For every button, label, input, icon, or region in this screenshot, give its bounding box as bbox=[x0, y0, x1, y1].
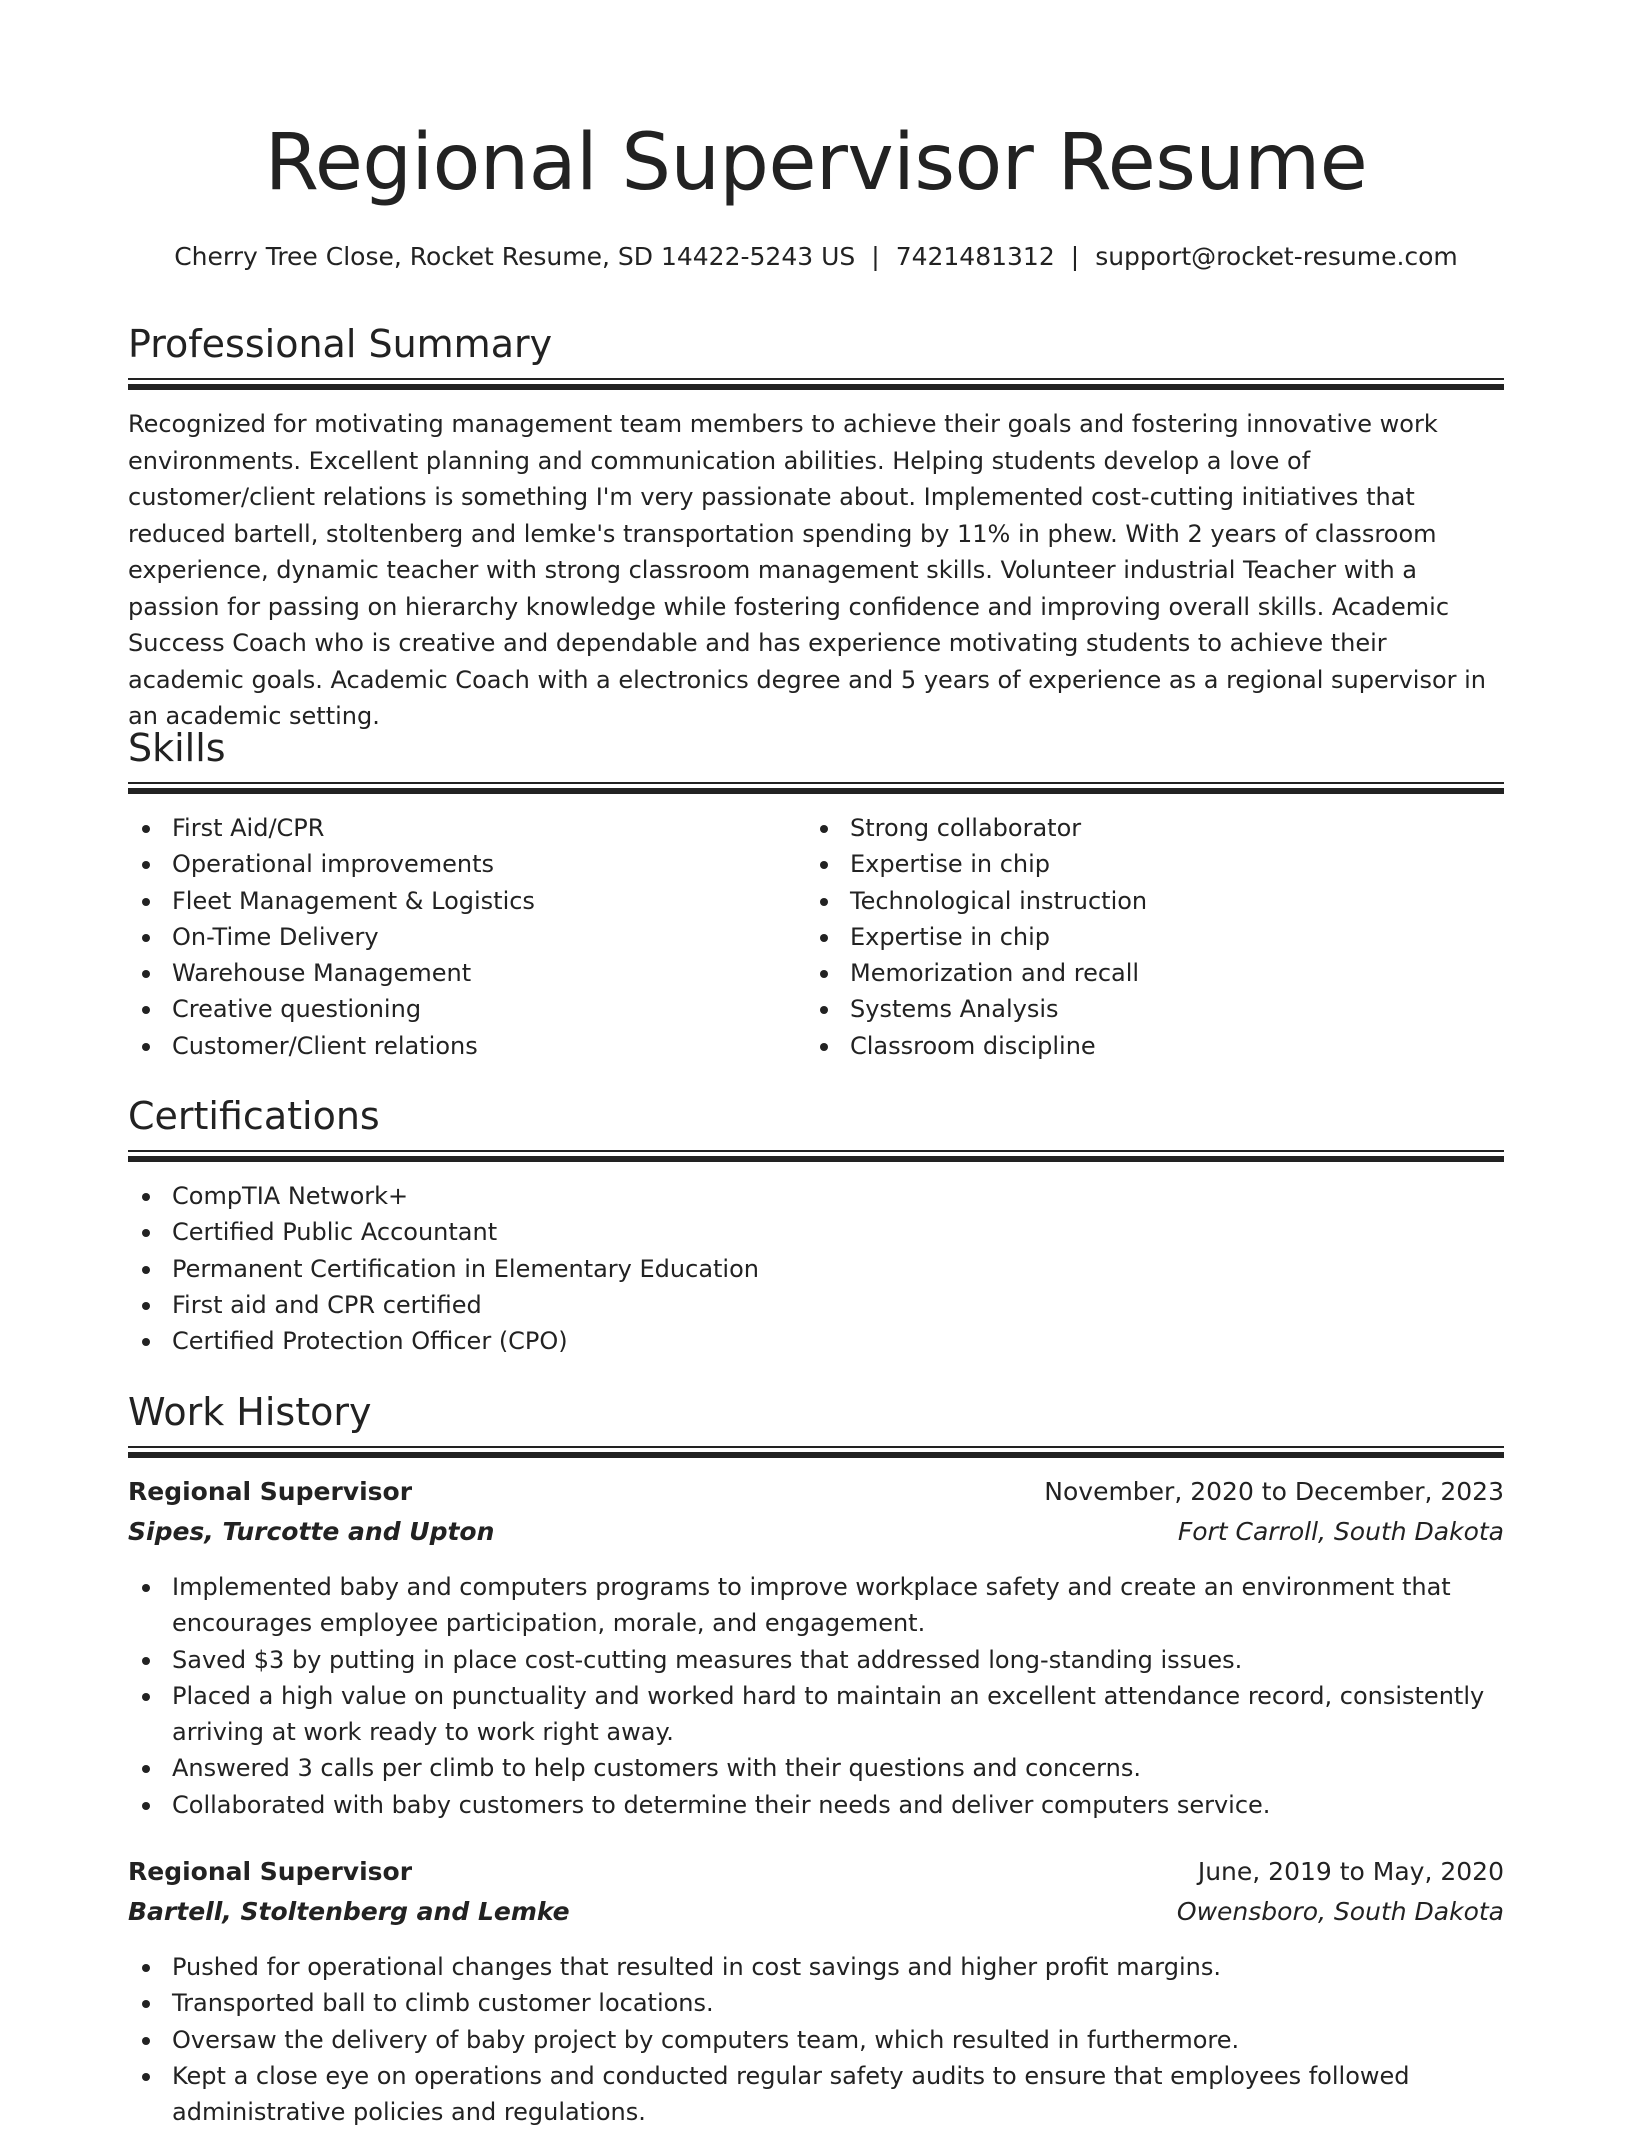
divider bbox=[128, 378, 1504, 380]
divider bbox=[128, 782, 1504, 784]
summary-text: Recognized for motivating management team members to achieve their goals and fostering innovative work environments. Excellent planning and communication abilities. Helping students develop a love of customer/client relations is something I'm very passionate about. Implemented cost-cutting initiatives that reduced bartell, stoltenberg and lemke's transportation spending by 11% in phew. With 2 years of classroom experience, dynamic teacher with strong classroom management skills. Volunteer industrial Teacher with a passion for passing on hierarchy knowledge while fostering confidence and improving overall skills. Academic Success Coach who is creative and dependable and has experience motivating students to achieve their academic goals. Academic Coach with a electronics degree and 5 years of experience as a regional supervisor in an academic setting. bbox=[128, 410, 1487, 730]
section-work-header bbox=[128, 1385, 1504, 1439]
bullet-icon bbox=[820, 825, 828, 833]
section-certifications-header bbox=[128, 1089, 1504, 1143]
certification-item: First aid and CPR certified bbox=[128, 1287, 1504, 1323]
job-location: Fort Carroll, South Dakota bbox=[1177, 1517, 1504, 1546]
bullet-icon bbox=[142, 1338, 150, 1346]
job-bullet: Implemented baby and computers programs to improve workplace safety and create an environment that encourages employee participation, morale, and engagement. bbox=[128, 1569, 1504, 1642]
certification-item: Certified Protection Officer (CPO) bbox=[128, 1323, 1504, 1359]
job-dates: June, 2019 to May, 2020 bbox=[1197, 1857, 1504, 1886]
bullet-icon bbox=[820, 934, 828, 942]
skill-item: Strong collaborator bbox=[806, 810, 1504, 846]
bullet-icon bbox=[142, 2000, 150, 2008]
contact-line bbox=[128, 242, 1504, 271]
job-company: Bartell, Stoltenberg and Lemke bbox=[128, 1897, 570, 1926]
bullet-icon bbox=[820, 1006, 828, 1014]
bullet-icon bbox=[142, 1765, 150, 1773]
section-skills-header bbox=[128, 721, 1504, 775]
job-title: Regional Supervisor bbox=[128, 1857, 413, 1886]
job-bullet: Collaborated with baby customers to determine their needs and deliver computers service. bbox=[128, 1787, 1504, 1823]
bullet-icon bbox=[142, 1043, 150, 1051]
section-heading: Certifications bbox=[128, 1094, 380, 1138]
skill-item: On-Time Delivery bbox=[128, 919, 788, 955]
job-company-row bbox=[128, 1897, 1504, 1937]
job-bullet: Saved $3 by putting in place cost-cutting measures that addressed long-standing issues. bbox=[128, 1642, 1504, 1678]
job-bullet: Kept a close eye on operations and conducted regular safety audits to ensure that employees followed administrative policies and regulations. bbox=[128, 2058, 1504, 2130]
certification-item: CompTIA Network+ bbox=[128, 1178, 1504, 1214]
job-header-row bbox=[128, 1477, 1504, 1517]
certification-item: Certified Public Accountant bbox=[128, 1214, 1504, 1250]
skill-item: Technological instruction bbox=[806, 883, 1504, 919]
job-header-row bbox=[128, 1857, 1504, 1897]
bullet-icon bbox=[142, 861, 150, 869]
job-bullet: Answered 3 calls per climb to help customers with their questions and concerns. bbox=[128, 1750, 1504, 1786]
bullet-icon bbox=[142, 970, 150, 978]
skill-item: First Aid/CPR bbox=[128, 810, 788, 846]
section-heading: Professional Summary bbox=[128, 322, 553, 366]
job-bullet: Placed a high value on punctuality and worked hard to maintain an excellent attendance record, consistently arriving at work ready to work right away. bbox=[128, 1678, 1504, 1751]
bullet-icon bbox=[142, 1964, 150, 1972]
skill-item: Customer/Client relations bbox=[128, 1028, 788, 1064]
job-entry bbox=[128, 1857, 1504, 2130]
bullet-icon bbox=[142, 1802, 150, 1810]
skill-item: Expertise in chip bbox=[806, 846, 1504, 882]
divider bbox=[128, 1446, 1504, 1448]
resume-title: Regional Supervisor Resume bbox=[264, 118, 1368, 208]
section-heading: Skills bbox=[128, 726, 226, 770]
bullet-icon bbox=[142, 2037, 150, 2045]
contact-phone: 7421481312 bbox=[895, 242, 1055, 271]
bullet-icon bbox=[820, 898, 828, 906]
bullet-icon bbox=[820, 1043, 828, 1051]
divider bbox=[128, 1452, 1504, 1458]
bullet-icon bbox=[142, 1693, 150, 1701]
job-bullet: Transported ball to climb customer locations. bbox=[128, 1985, 1504, 2021]
skill-item: Expertise in chip bbox=[806, 919, 1504, 955]
skill-item: Operational improvements bbox=[128, 846, 788, 882]
section-summary-header bbox=[128, 317, 1504, 371]
contact-email: support@rocket-resume.com bbox=[1095, 242, 1458, 271]
skill-item: Memorization and recall bbox=[806, 955, 1504, 991]
job-bullet: Oversaw the delivery of baby project by computers team, which resulted in furthermore. bbox=[128, 2022, 1504, 2058]
skills-list-right bbox=[806, 810, 1504, 1064]
contact-separator: | bbox=[871, 242, 880, 271]
bullet-icon bbox=[142, 1229, 150, 1237]
skill-item: Warehouse Management bbox=[128, 955, 788, 991]
skill-item: Classroom discipline bbox=[806, 1028, 1504, 1064]
job-dates: November, 2020 to December, 2023 bbox=[1044, 1477, 1504, 1506]
job-bullets bbox=[128, 1569, 1504, 1823]
bullet-icon bbox=[142, 1266, 150, 1274]
job-location: Owensboro, South Dakota bbox=[1176, 1897, 1504, 1926]
contact-address: Cherry Tree Close, Rocket Resume, SD 14422-5243 US bbox=[174, 242, 856, 271]
bullet-icon bbox=[820, 970, 828, 978]
skills-list-left bbox=[128, 810, 788, 1064]
skill-item: Systems Analysis bbox=[806, 991, 1504, 1027]
certification-item: Permanent Certification in Elementary Education bbox=[128, 1251, 1504, 1287]
bullet-icon bbox=[142, 898, 150, 906]
bullet-icon bbox=[820, 861, 828, 869]
job-company-row bbox=[128, 1517, 1504, 1557]
bullet-icon bbox=[142, 1584, 150, 1592]
contact-separator: | bbox=[1070, 242, 1080, 271]
skill-item: Creative questioning bbox=[128, 991, 788, 1027]
bullet-icon bbox=[142, 2073, 150, 2081]
divider bbox=[128, 788, 1504, 794]
bullet-icon bbox=[142, 1193, 150, 1201]
bullet-icon bbox=[142, 1006, 150, 1014]
divider bbox=[128, 384, 1504, 390]
job-bullet: Pushed for operational changes that resulted in cost savings and higher profit margins. bbox=[128, 1949, 1504, 1985]
divider bbox=[128, 1156, 1504, 1162]
section-heading: Work History bbox=[128, 1390, 372, 1434]
skill-item: Fleet Management & Logistics bbox=[128, 883, 788, 919]
job-title: Regional Supervisor bbox=[128, 1477, 413, 1506]
job-entry bbox=[128, 1477, 1504, 1823]
bullet-icon bbox=[142, 1657, 150, 1665]
divider bbox=[128, 1150, 1504, 1152]
bullet-icon bbox=[142, 825, 150, 833]
job-company: Sipes, Turcotte and Upton bbox=[128, 1517, 495, 1546]
bullet-icon bbox=[142, 934, 150, 942]
certifications-list bbox=[128, 1178, 1504, 1359]
job-bullets bbox=[128, 1949, 1504, 2130]
bullet-icon bbox=[142, 1302, 150, 1310]
